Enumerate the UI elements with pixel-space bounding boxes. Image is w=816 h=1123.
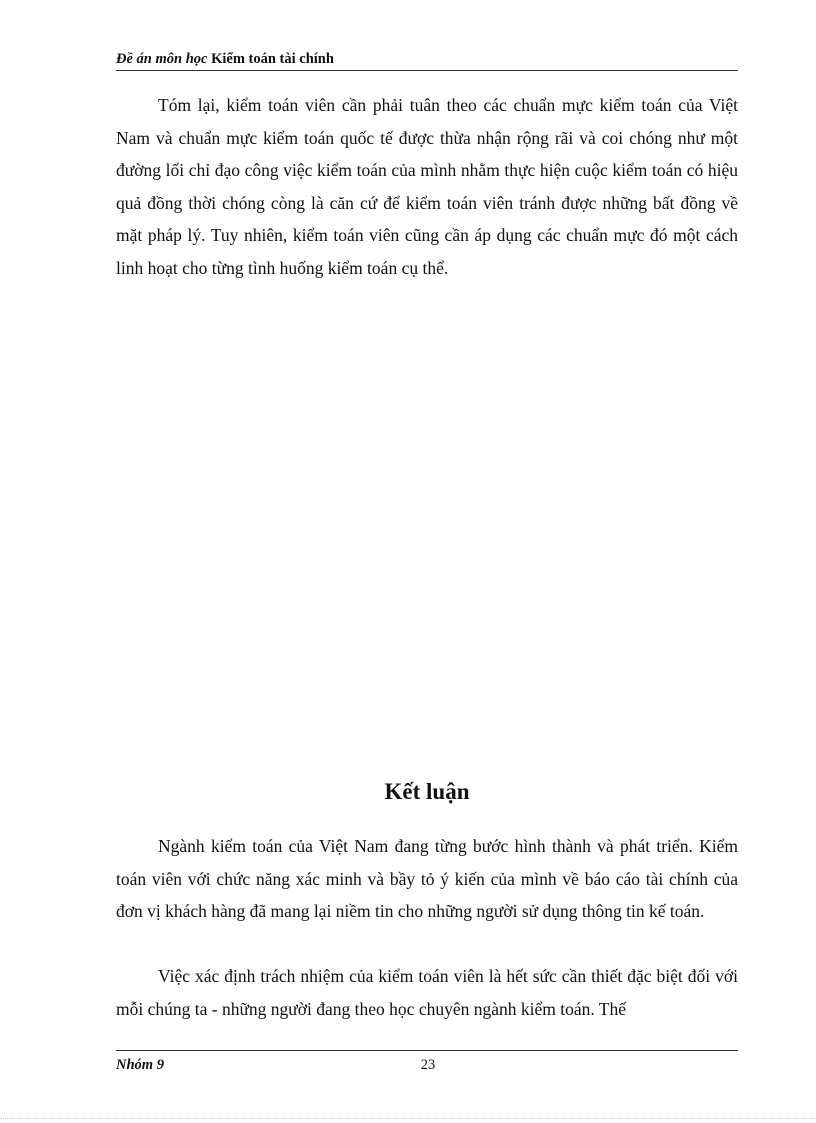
footer-divider bbox=[116, 1050, 738, 1051]
header-course-label: Đề án môn học bbox=[116, 51, 208, 67]
conclusion-paragraph-1: Ngành kiểm toán của Việt Nam đang từng bước hình thành và phát triển. Kiểm toán viên với chức năng xác minh và bầy tỏ ý kiến của mình về báo cáo tài chính của đơn vị khách hàng đã mang lại niềm tin cho những người sử dụng thông tin kế toán. bbox=[116, 836, 738, 921]
page-edge-dots bbox=[0, 1118, 816, 1119]
header-title: Kiểm toán tài chính bbox=[211, 51, 334, 67]
header-divider bbox=[116, 70, 738, 71]
summary-paragraph: Tóm lại, kiểm toán viên cần phải tuân theo các chuẩn mực kiểm toán của Việt Nam và chuẩn mực kiểm toán quốc tế được thừa nhận rộng rãi và coi chóng như một đường lối chỉ đạo công việc kiểm toán của mình nhằm thực hiện cuộc kiểm toán có hiệu quả đồng thời chóng còng là căn cứ để kiểm toán viên tránh được những bất đồng về mặt pháp lý. Tuy nhiên, kiểm toán viên cũng cần áp dụng các chuẩn mực đó một cách linh hoạt cho từng tình huống kiểm toán cụ thể. bbox=[116, 95, 738, 278]
footer-group-label: Nhóm 9 bbox=[116, 1057, 164, 1073]
section-title-conclusion: Kết luận bbox=[384, 779, 470, 804]
page-number: 23 bbox=[420, 1057, 436, 1073]
conclusion-paragraph-2: Việc xác định trách nhiệm của kiểm toán viên là hết sức cần thiết đặc biệt đối với mỗi chúng ta - những người đang theo học chuyên ngành kiểm toán. Thế bbox=[116, 966, 738, 1019]
running-header bbox=[116, 50, 738, 68]
